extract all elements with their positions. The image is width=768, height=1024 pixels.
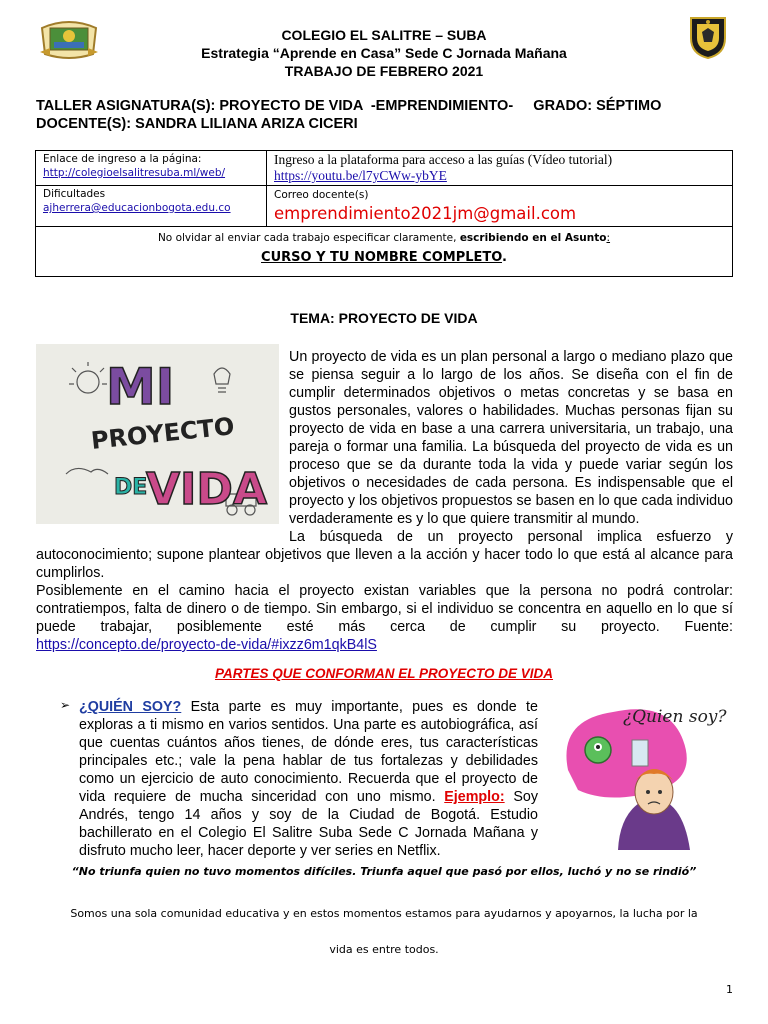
comunidad-line-2: vida es entre todos.: [329, 943, 439, 956]
ingreso-cell: [267, 151, 733, 186]
note-cell: [36, 227, 733, 277]
proyecto-text: PROYECTO: [89, 412, 236, 455]
correo-cell: [267, 186, 733, 227]
strategy-title: Estrategia “Aprende en Casa” Sede C Jornada Mañana: [201, 45, 567, 61]
fuente-link[interactable]: https://concepto.de/proyecto-de-vida/#ixzz6m1qkB4lS: [36, 637, 377, 653]
partes-title: PARTES QUE CONFORMAN EL PROYECTO DE VIDA: [214, 666, 554, 681]
quien-soy-label: ¿QUIÉN SOY?: [79, 699, 182, 715]
note-subject-text: CURSO Y TU NOMBRE COMPLETO: [261, 250, 503, 265]
note-subject-format: [43, 248, 725, 268]
school-name: COLEGIO EL SALITRE – SUBA: [281, 27, 487, 43]
school-web-link[interactable]: http://colegioelsalitresuba.ml/web/: [43, 167, 226, 179]
page-number: 1: [726, 983, 733, 996]
docente-line: DOCENTE(S): SANDRA LILIANA ARIZA CICERI: [36, 116, 358, 132]
note-colon: :: [606, 232, 611, 244]
motivational-quote: “No triunfa quien no tuvo momentos difíciles. Triunfa aquel que pasó por ellos, luchó y no se rindió”: [71, 865, 697, 878]
dificultades-label: Dificultades: [43, 188, 106, 200]
note-text: No olvidar al enviar cada trabajo especificar claramente,: [157, 232, 460, 244]
dificultades-email-link[interactable]: ajherrera@educacionbogota.edu.co: [43, 202, 231, 214]
enlace-cell: [36, 151, 267, 186]
intro-paragraphs: [36, 528, 733, 654]
quien-soy-image: [558, 700, 733, 860]
correo-label: Correo docente(s): [274, 189, 369, 201]
teacher-email[interactable]: emprendimiento2021jm@gmail.com: [274, 204, 577, 223]
ingreso-label: Ingreso a la plataforma para acceso a las guías (Vídeo tutorial): [274, 152, 613, 167]
tema-title: TEMA: PROYECTO DE VIDA: [290, 310, 478, 326]
enlace-label: Enlace de ingreso a la página:: [43, 153, 202, 165]
intro-paragraph-2: La búsqueda de un proyecto personal implica esfuerzo y autoconocimiento; supone plantear objetivos que lleven a la acción y hacer todo lo que está al alcance para cumplirlos.: [36, 529, 733, 581]
quien-soy-image-text: ¿Quien soy?: [623, 707, 727, 727]
work-period: TRABAJO DE FEBRERO 2021: [284, 63, 484, 79]
fuente-label: Fuente:: [684, 619, 733, 635]
info-table: [35, 150, 733, 277]
mi-proyecto-de-vida-image: [36, 344, 279, 524]
comunidad-line-1: Somos una sola comunidad educativa y en estos momentos estamos para ayudarnos y apoyarnos, la lucha por la: [70, 907, 698, 920]
intro-paragraph-1: Un proyecto de vida es un plan personal a largo o mediano plazo que se piensa seguir a lo largo de los años. Se diseña con el fin de cumplir determinados objetivos o metas concretas y se basa en gustos personales, valores o habilidades. Muchas personas fijan su proyecto de vida en base a una carrera universitaria, un trabajo, una pareja o formar una familia. La búsqueda del proyecto de vida es un proceso que se da durante toda la vida y puede variar según los objetivos o necesidades de cada persona. Es indispensable que el proyecto y los objetivos propuestos se basen en lo que cada individuo verdaderamente es y lo que quiere transmitir al mundo.: [289, 349, 733, 527]
youtube-link[interactable]: https://youtu.be/l7yCWw-ybYE: [274, 168, 447, 183]
note-subject-period: .: [502, 250, 507, 265]
quien-soy-section: [79, 698, 538, 860]
quien-soy-text: Esta parte es muy importante, pues es donde te exploras a ti mismo en varios sentidos. Una parte es autobiográfica, así que cuentas cuántos años tienes, de dónde eres, tus características principales etc.; vale la pena hablar de tus fortalezas y debilidades como un ejercicio de auto conocimiento. Recuerda que el proyecto de vida requiere de mucha sinceridad con uno mismo.: [79, 699, 538, 805]
ejemplo-label: Ejemplo:: [444, 789, 505, 805]
dificultades-cell: [36, 186, 267, 227]
taller-line: TALLER ASIGNATURA(S): PROYECTO DE VIDA -EMPRENDIMIENTO- GRADO: SÉPTIMO: [36, 98, 662, 114]
ejemplo-text: Soy Andrés, tengo 14 años y soy de la Ciudad de Bogotá. Estudio bachillerato en el Colegio El Salitre Suba Sede C Jornada Mañana y disfruto mucho leer, hacer deporte y ver series en Netflix.: [79, 789, 538, 859]
vida-text: VIDA: [146, 464, 267, 515]
de-text: DE: [114, 475, 148, 500]
intro-paragraph-3: Posiblemente en el camino hacia el proyecto existan variables que la persona no podrá controlar: contratiempos, falta de dinero o de tiempo. Sin embargo, si el individuo se concentra en aquello en lo que sí puede trabajar, posiblemente esté más cerca de cumplir su proyecto.: [36, 583, 733, 635]
arrow-bullet-icon: ➢: [60, 698, 71, 712]
intro-paragraph-3-block: [36, 582, 733, 636]
note-asunto: escribiendo en el Asunto: [459, 232, 607, 244]
mi-text: MI: [106, 358, 175, 416]
